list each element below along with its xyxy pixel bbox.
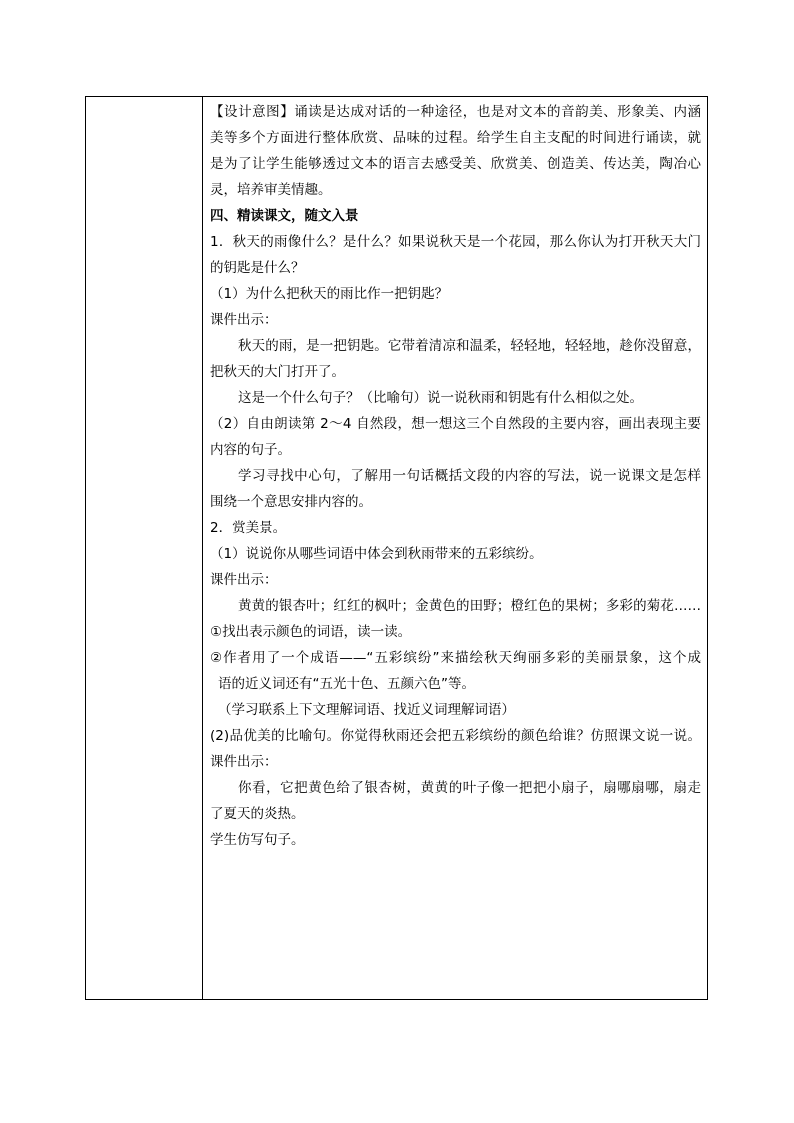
slide-label: 课件出示： [210, 754, 278, 770]
quote-line: 你看，它把黄色给了银杏树，黄黄的叶子像一把把小扇子，扇哪扇哪，扇走 [238, 780, 701, 796]
left-column-cell [86, 97, 203, 999]
task-line: ②作者用了一个成语——“五彩缤纷”来描绘秋天绚丽多彩的美丽景象，这个成 [210, 650, 701, 666]
question-line: 1．秋天的雨像什么？是什么？如果说秋天是一个花园，那么你认为打开秋天大门 [210, 234, 701, 250]
sub-question: （1）为什么把秋天的雨比作一把钥匙？ [210, 286, 449, 302]
sub-question: 内容的句子。 [210, 442, 291, 458]
slide-label: 课件出示： [210, 572, 278, 588]
quote-line: 黄黄的银杏叶；红红的枫叶；金黄色的田野；橙红色的果树；多彩的菊花…… [238, 598, 701, 614]
quote-line: 把秋天的大门打开了。 [210, 364, 345, 380]
design-intent-text: 【设计意图】诵读是达成对话的一种途径，也是对文本的音韵美、形象美、内涵 [210, 104, 701, 120]
paragraph-line: 围绕一个意思安排内容的。 [210, 494, 372, 510]
quote-line: 了夏天的炎热。 [210, 806, 305, 822]
paragraph-line: 是为了让学生能够透过文本的语言去感受美、欣赏美、创造美、传达美，陶冶心 [210, 156, 701, 172]
content-cell [203, 97, 707, 999]
paragraph-line: 学生仿写句子。 [210, 832, 305, 848]
paragraph-line: 这是一个什么句子？（比喻句）说一说秋雨和钥匙有什么相似之处。 [238, 390, 643, 406]
section-item: 2．赏美景。 [210, 520, 287, 536]
note-line: （学习联系上下文理解词语、找近义词理解词语） [218, 702, 515, 718]
quote-line: 秋天的雨，是一把钥匙。它带着清凉和温柔，轻轻地，轻轻地，趁你没留意， [238, 338, 701, 354]
sub-question: （1）说说你从哪些词语中体会到秋雨带来的五彩缤纷。 [210, 546, 543, 562]
sub-question: (2)品优美的比喻句。你觉得秋雨还会把五彩缤纷的颜色给谁？仿照课文说一说。 [210, 728, 701, 744]
section-heading: 四、精读课文，随文入景 [210, 208, 359, 224]
paragraph-line: 学习寻找中心句，了解用一句话概括文段的内容的写法，说一说课文是怎样 [238, 468, 701, 484]
lesson-table [85, 96, 708, 1000]
paragraph-line: 灵，培养审美情趣。 [210, 182, 332, 198]
sub-question: （2）自由朗读第 2～4 自然段，想一想这三个自然段的主要内容，画出表现主要 [210, 416, 701, 432]
paragraph-line: 美等多个方面进行整体欣赏、品味的过程。给学生自主支配的时间进行诵读，就 [210, 130, 701, 146]
question-line: 的钥匙是什么？ [210, 260, 305, 276]
slide-label: 课件出示： [210, 312, 278, 328]
task-line: 语的近义词还有“五光十色、五颜六色”等。 [218, 676, 475, 692]
task-line: ①找出表示颜色的词语，读一读。 [210, 624, 412, 640]
